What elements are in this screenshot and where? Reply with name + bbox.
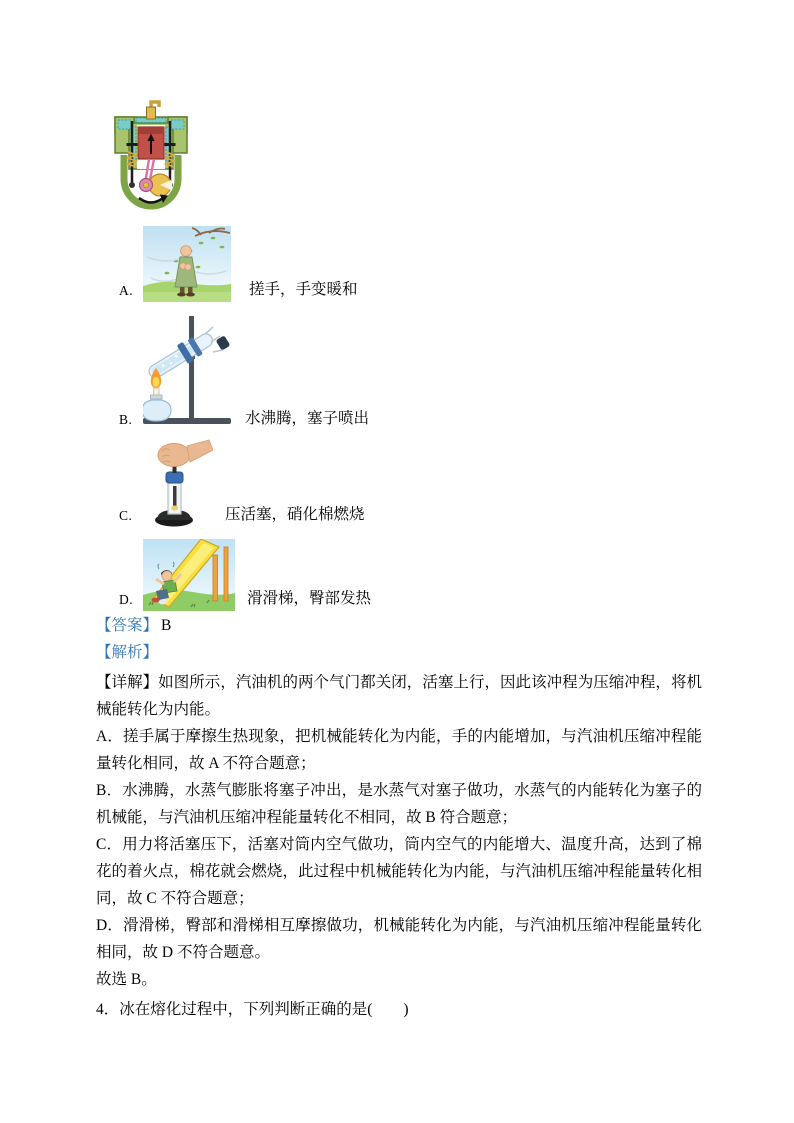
analysis-line: [96, 639, 702, 666]
option-b-caption: 水沸腾，塞子喷出: [245, 410, 370, 427]
explanation-paragraph-b: B．水沸腾，水蒸气膨胀将塞子冲出，是水蒸气对塞子做功，水蒸气的内能转化为塞子的机械能，与汽油机压缩冲程能量转化不相同，故 B 符合题意；: [96, 782, 702, 826]
answer-marker: 【答案】: [96, 617, 159, 634]
option-b-label: B.: [119, 412, 133, 427]
answer-section: [96, 612, 702, 1023]
option-d-caption: 滑滑梯，臀部发热: [247, 590, 372, 607]
option-row-c: [119, 438, 365, 527]
explanation-conclusion: 故选 B。: [96, 971, 157, 988]
engine-diagram-image: [112, 97, 190, 215]
option-d-image: [143, 539, 235, 611]
explanation-paragraph-d: D．滑滑梯，臀部和滑梯相互摩擦做功，机械能转化为内能，与汽油机压缩冲程能量转化相同，故 D 不符合题意。: [96, 917, 702, 961]
option-row-a: [119, 226, 358, 302]
option-c-label: C.: [119, 508, 133, 523]
option-row-d: [119, 539, 371, 611]
option-row-b: [119, 312, 369, 431]
option-c-image: [143, 438, 213, 527]
analysis-marker: 【解析】: [96, 644, 159, 661]
option-a-caption: 搓手，手变暖和: [249, 281, 358, 298]
option-c-caption: 压活塞，硝化棉燃烧: [225, 506, 365, 523]
option-d-label: D.: [119, 592, 134, 607]
explanation-paragraph-c: C．用力将活塞压下，活塞对筒内空气做功，筒内空气的内能增大、温度升高，达到了棉花的着火点，棉花就会燃烧，此过程中机械能转化为内能，与汽油机压缩冲程能量转化相同，故 C 不符合题意；: [96, 836, 702, 907]
answer-value: B: [161, 617, 172, 634]
option-a-label: A.: [119, 283, 134, 298]
answer-line: [96, 612, 702, 639]
explanation-paragraph-intro: 【详解】如图所示，汽油机的两个气门都关闭，活塞上行，因此该冲程为压缩冲程，将机械能转化为内能。: [96, 674, 702, 718]
option-a-image: [143, 226, 231, 302]
option-b-image: [143, 312, 233, 431]
explanation-paragraph-a: A．搓手属于摩擦生热现象，把机械能转化为内能，手的内能增加，与汽油机压缩冲程能量转化相同，故 A 不符合题意；: [96, 728, 702, 772]
question-4-stem: 4．冰在熔化过程中，下列判断正确的是( ): [96, 1001, 409, 1018]
engine-diagram-figure: [112, 97, 190, 215]
